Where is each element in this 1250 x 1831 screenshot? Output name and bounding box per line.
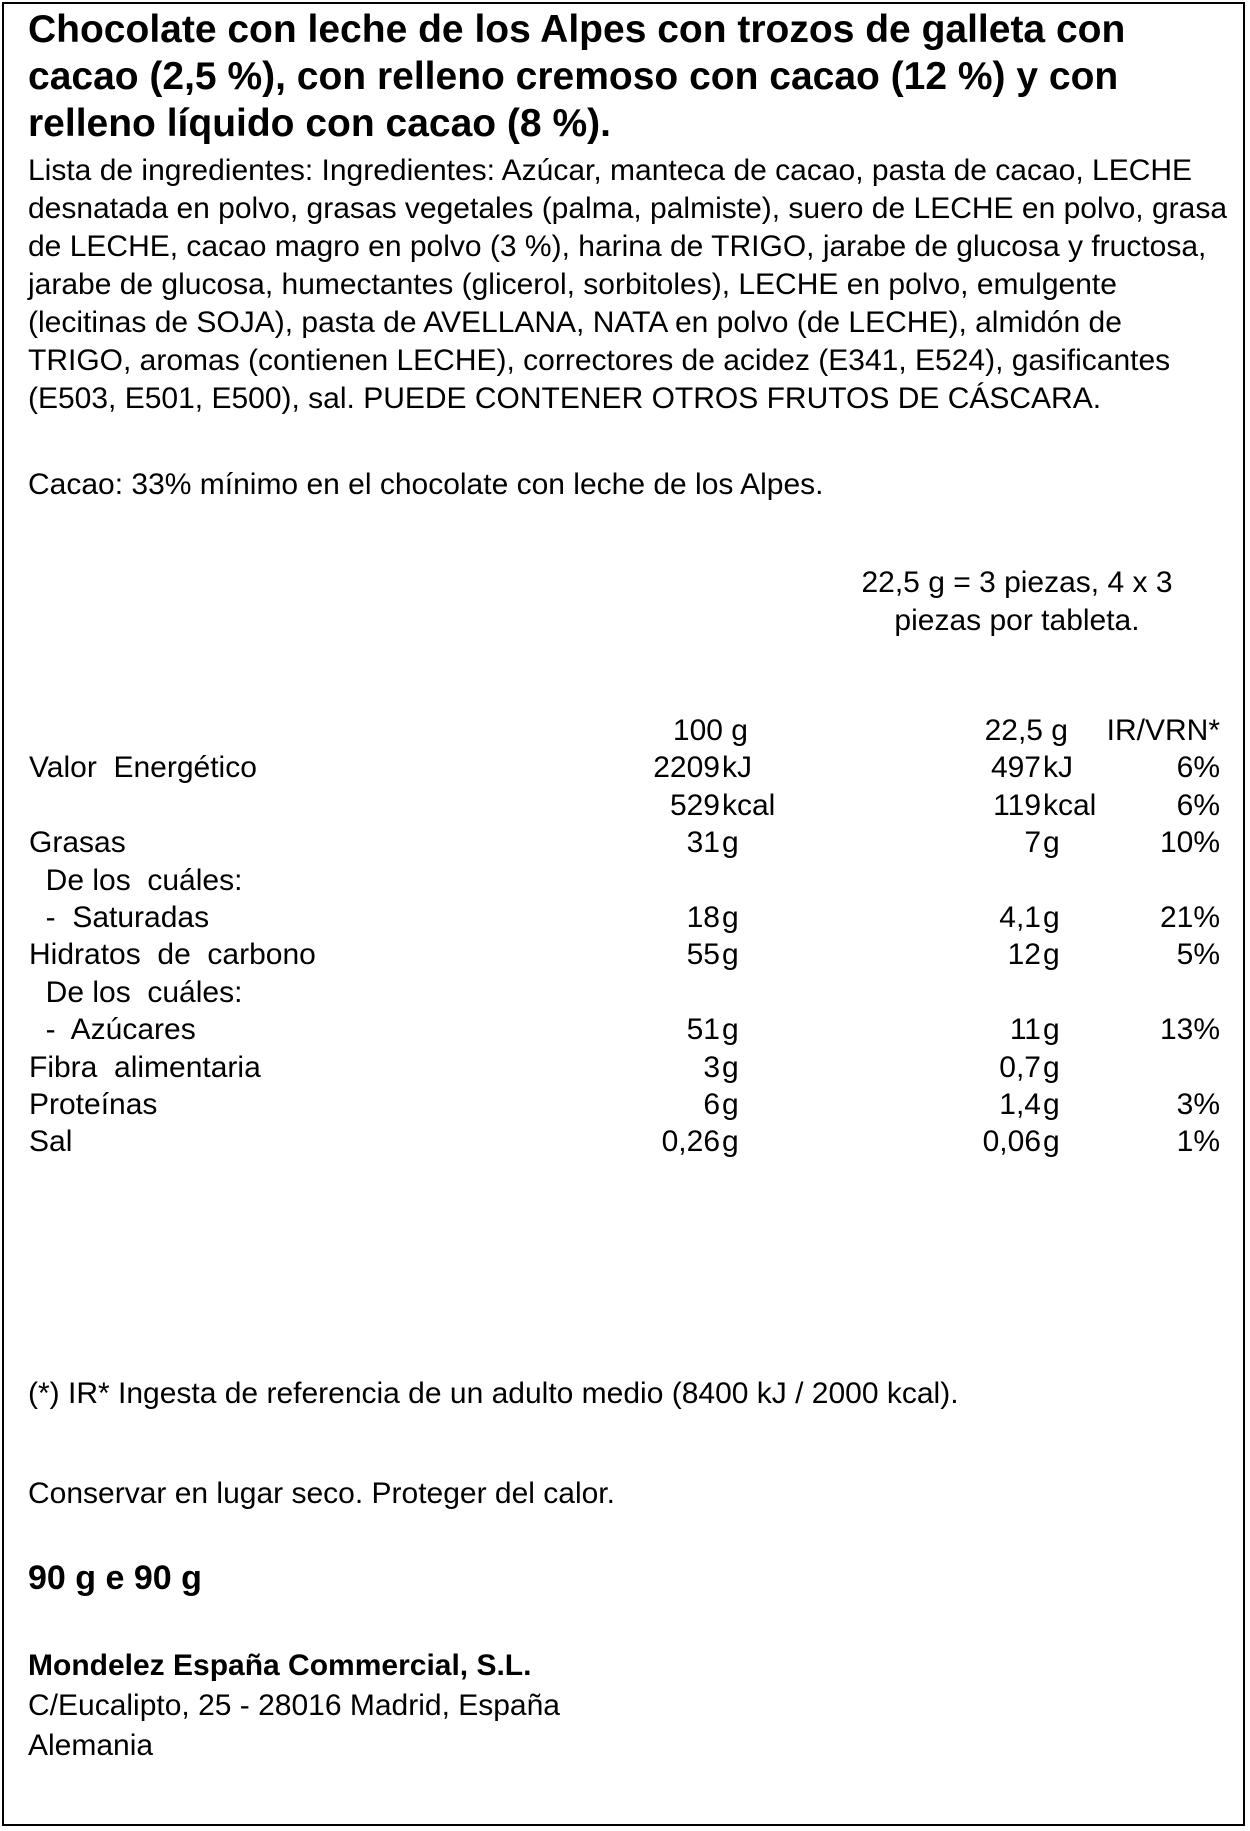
ir-percentage: 5% [1176,938,1220,972]
nutrition-rows [4,749,1250,1160]
nutrition-row [4,787,1250,824]
nutrition-row [4,1086,1250,1123]
ir-percentage: 6% [1176,788,1220,822]
value-per-100g: 0,26 [661,1125,720,1159]
nutrient-label: De los cuáles: [29,863,243,897]
unit-per-portion: g [1043,826,1060,860]
value-per-100g: 55 [686,938,720,972]
ir-footnote: (*) IR* Ingesta de referencia de un adulto medio (8400 kJ / 2000 kcal). [28,1377,959,1410]
unit-per-100g: g [722,900,739,934]
value-per-portion: 119 [993,788,1041,822]
value-per-portion: 1,4 [999,1087,1041,1121]
value-per-portion: 7 [1024,826,1041,860]
value-per-100g: 3 [703,1050,720,1084]
unit-per-100g: g [722,826,739,860]
header-ir-vrn: IR/VRN* [1106,714,1220,747]
unit-per-100g: kcal [722,788,776,822]
portion-info: 22,5 g = 3 piezas, 4 x 3 piezas por tableta. [861,566,1173,637]
unit-per-portion: g [1043,1125,1060,1159]
unit-per-portion: g [1043,1087,1060,1121]
value-per-100g: 18 [686,900,720,934]
value-per-portion: 497 [990,751,1041,785]
nutrient-label: Sal [29,1125,73,1159]
value-per-portion: 4,1 [999,900,1041,934]
nutrient-label: - Saturadas [29,900,210,934]
unit-per-portion: g [1043,1050,1060,1084]
value-per-100g: 51 [686,1013,720,1047]
nutrition-row [4,862,1250,899]
ir-percentage: 10% [1159,826,1220,860]
value-per-100g: 31 [686,826,720,860]
nutrition-row [4,1049,1250,1086]
ir-percentage: 13% [1159,1013,1220,1047]
product-title: Chocolate con leche de los Alpes con trozos de galleta con cacao (2,5 %), con relleno cremoso con cacao (12 %) y con relleno líquido con cacao (8 %). [28,8,1126,145]
nutrition-row [4,974,1250,1011]
unit-per-portion: kcal [1043,788,1097,822]
unit-per-portion: g [1043,900,1060,934]
ir-percentage: 3% [1176,1087,1220,1121]
nutrition-header-row [4,712,1250,749]
ingredients-list: Lista de ingredientes: Ingredientes: Azúcar, manteca de cacao, pasta de cacao, LECHE desnatada en polvo, grasas vegetales (palma, palmiste), suero de LECHE en polvo, grasa de LECHE, cacao magro en polvo (3 %), harina de TRIGO, jarabe de glucosa y fructosa, jarabe de glucosa, humectantes (glicerol, sorbitoles), LECHE en polvo, emulgente (lecitinas de SOJA), pasta de AVELLANA, NATA en polvo (de LECHE), almidón de TRIGO, aromas (contienen LECHE), correctores de acidez (E341, E524), gasificantes (E503, E501, E500), sal. PUEDE CONTENER OTROS FRUTOS DE CÁSCARA. [28,154,1228,415]
label-frame [2,2,1245,1826]
cacao-note: Cacao: 33% mínimo en el chocolate con leche de los Alpes. [28,468,824,501]
nutrition-row [4,899,1250,936]
value-per-100g: 2209 [653,751,720,785]
nutrient-label: Proteínas [29,1087,158,1121]
value-per-portion: 11 [1009,1013,1041,1047]
ir-percentage: 1% [1176,1125,1220,1159]
ir-percentage: 21% [1159,900,1220,934]
nutrition-row [4,1123,1250,1160]
nutrition-row [4,824,1250,861]
nutrient-label: - Azúcares [29,1013,196,1047]
unit-per-100g: kJ [722,751,752,785]
country-of-origin: Alemania [28,1729,154,1762]
net-weight: 90 g e 90 g [28,1559,202,1597]
nutrition-row [4,936,1250,973]
company-name: Mondelez España Commercial, S.L. [28,1649,532,1682]
company-address: C/Eucalipto, 25 - 28016 Madrid, España [28,1689,560,1722]
nutrient-label: De los cuáles: [29,975,243,1009]
value-per-portion: 0,7 [999,1050,1041,1084]
value-per-portion: 12 [1007,938,1041,972]
nutrition-table [4,712,1250,1161]
unit-per-100g: g [722,938,739,972]
nutrient-label: Valor Energético [29,751,257,785]
unit-per-100g: g [722,1125,739,1159]
value-per-portion: 0,06 [982,1125,1041,1159]
unit-per-100g: g [722,1087,739,1121]
unit-per-portion: g [1043,938,1060,972]
unit-per-portion: g [1043,1013,1060,1047]
unit-per-portion: kJ [1043,751,1073,785]
nutrient-label: Fibra alimentaria [29,1050,261,1084]
unit-per-100g: g [722,1050,739,1084]
header-per-portion: 22,5 g [984,714,1068,747]
nutrition-row [4,749,1250,786]
nutrition-row [4,1011,1250,1048]
storage-instructions: Conservar en lugar seco. Proteger del calor. [28,1477,615,1510]
header-per-100g: 100 g [672,714,748,747]
value-per-100g: 6 [703,1087,720,1121]
nutrient-label: Hidratos de carbono [29,938,316,972]
value-per-100g: 529 [669,788,720,822]
nutrient-label: Grasas [29,826,126,860]
ir-percentage: 6% [1176,751,1220,785]
unit-per-100g: g [722,1013,739,1047]
